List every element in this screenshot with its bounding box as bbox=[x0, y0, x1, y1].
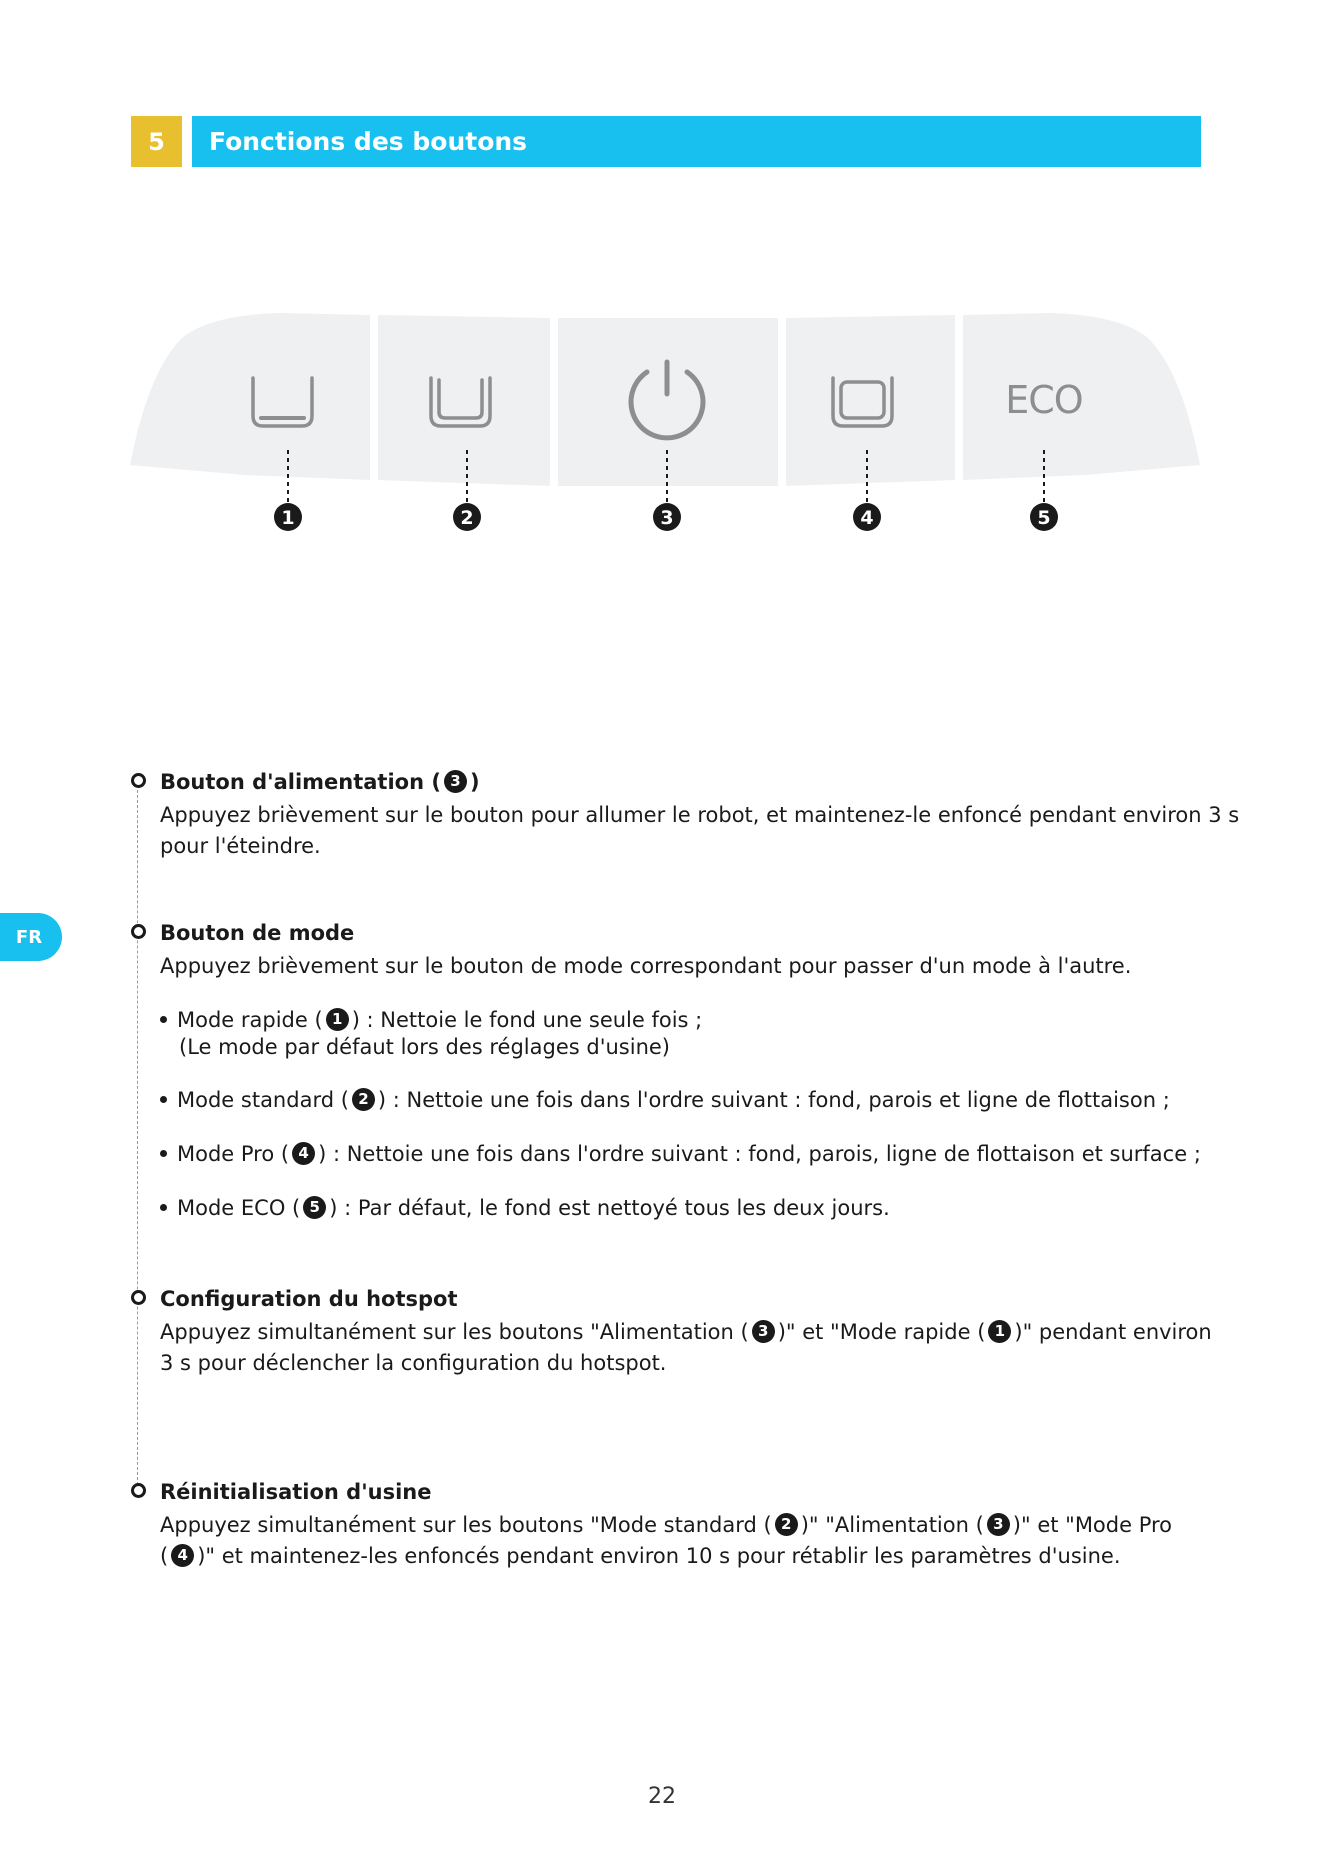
factory-reset-section bbox=[160, 1478, 1240, 1572]
badge-2: 2 bbox=[775, 1513, 798, 1536]
power-button-section bbox=[160, 768, 1240, 862]
badge-3: 3 bbox=[752, 1320, 775, 1343]
svg-text:2: 2 bbox=[460, 507, 474, 529]
list-dot bbox=[160, 1150, 167, 1157]
badge-1: 1 bbox=[988, 1320, 1011, 1343]
badge-2: 2 bbox=[352, 1088, 375, 1111]
power-button-title: Bouton d'alimentation ( 3 ) bbox=[160, 770, 480, 794]
eco-icon: ECO bbox=[1005, 378, 1083, 422]
callout-1 bbox=[274, 503, 302, 531]
hotspot-section bbox=[160, 1285, 1240, 1379]
callout-3 bbox=[653, 503, 681, 531]
svg-text:1: 1 bbox=[281, 507, 295, 529]
section-title: Fonctions des boutons bbox=[192, 116, 1201, 167]
svg-text:5: 5 bbox=[1037, 507, 1051, 529]
badge-3: 3 bbox=[987, 1513, 1010, 1536]
callout-2 bbox=[453, 503, 481, 531]
badge-4: 4 bbox=[292, 1142, 315, 1165]
panel-segment-1 bbox=[130, 313, 370, 480]
badge-1: 1 bbox=[326, 1008, 349, 1031]
section-header bbox=[131, 116, 1201, 167]
section-bullet bbox=[131, 924, 146, 939]
callout-5 bbox=[1030, 503, 1058, 531]
mode-item-rapide: Mode rapide ( 1 ) : Nettoie le fond une seule fois ; (Le mode par défaut lors des réglages d'usine) bbox=[160, 1007, 1240, 1061]
section-bullet bbox=[131, 1290, 146, 1305]
factory-reset-title: Réinitialisation d'usine bbox=[160, 1480, 432, 1504]
section-bullet bbox=[131, 1483, 146, 1498]
mode-item-eco: Mode ECO ( 5 ) : Par défaut, le fond est nettoyé tous les deux jours. bbox=[160, 1195, 1240, 1222]
factory-reset-text: Appuyez simultanément sur les boutons "Mode standard ( 2 )" "Alimentation ( 3 )" et "Mode Pro ( 4 )" et maintenez-les enfoncés pendant environ 10 s pour rétablir les paramètres d'usine. bbox=[160, 1513, 1173, 1568]
section-number: 5 bbox=[131, 116, 182, 167]
svg-text:3: 3 bbox=[660, 507, 674, 529]
callout-4 bbox=[853, 503, 881, 531]
list-dot bbox=[160, 1016, 167, 1023]
mode-item-note: (Le mode par défaut lors des réglages d'usine) bbox=[179, 1035, 670, 1059]
timeline-line bbox=[137, 790, 138, 1490]
hotspot-title: Configuration du hotspot bbox=[160, 1287, 458, 1311]
list-dot bbox=[160, 1204, 167, 1211]
badge-4: 4 bbox=[171, 1544, 194, 1567]
control-panel-illustration bbox=[120, 300, 1210, 540]
panel-segment-4 bbox=[786, 315, 955, 486]
panel-segment-2 bbox=[378, 315, 550, 486]
hotspot-text: Appuyez simultanément sur les boutons "Alimentation ( 3 )" et "Mode rapide ( 1 )" pendant environ 3 s pour déclencher la configuration du hotspot. bbox=[160, 1320, 1212, 1375]
language-tab: FR bbox=[0, 913, 62, 961]
mode-item-standard: Mode standard ( 2 ) : Nettoie une fois dans l'ordre suivant : fond, parois et ligne de flottaison ; bbox=[160, 1087, 1240, 1114]
svg-text:4: 4 bbox=[860, 507, 874, 529]
mode-item-pro: Mode Pro ( 4 ) : Nettoie une fois dans l'ordre suivant : fond, parois, ligne de flottaison et surface ; bbox=[160, 1141, 1240, 1168]
badge-3: 3 bbox=[444, 770, 467, 793]
mode-button-title: Bouton de mode bbox=[160, 921, 355, 945]
page-number: 22 bbox=[648, 1784, 676, 1809]
mode-button-section bbox=[160, 919, 1240, 982]
list-dot bbox=[160, 1096, 167, 1103]
power-button-text: Appuyez brièvement sur le bouton pour allumer le robot, et maintenez-le enfoncé pendant environ 3 s pour l'éteindre. bbox=[160, 803, 1240, 858]
section-bullet bbox=[131, 773, 146, 788]
mode-button-text: Appuyez brièvement sur le bouton de mode correspondant pour passer d'un mode à l'autre. bbox=[160, 954, 1132, 978]
badge-5: 5 bbox=[303, 1196, 326, 1219]
